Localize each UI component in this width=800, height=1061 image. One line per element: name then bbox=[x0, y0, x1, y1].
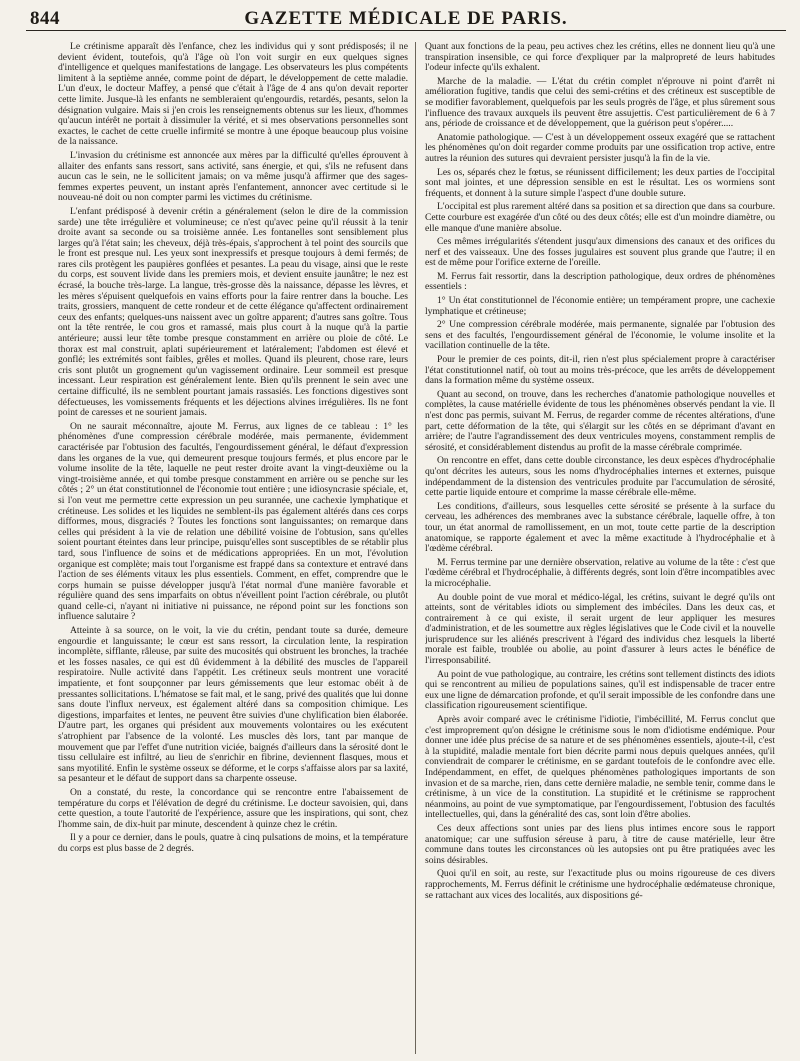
paragraph: Le crétinisme apparaît dès l'enfance, chez les individus qui y sont prédisposés; il ne devient évident, toutefois, qu'à l'âge où l'on voit surgir en eux quelques signes d'intelligence et quelques manifestations de langage. Les observateurs les plus compétents limitent à la septième année, comme point de départ, le développement de cette maladie. L'un d'eux, le docteur Maffey, a pensé que c'était à l'âge de 4 ans qu'on devait reporter cette limite. Jusque-là les enfants ne sembleraient qu'engourdis, retardés, pesants, selon la désignation vulgaire. Mais si j'en crois les renseignements obtenus sur les lieux, d'hommes qu'aucun intérêt ne portait à dissimuler la vérité, et si mes observations personnelles sont exactes, le cachet de cette cruelle infirmité se montre à une époque beaucoup plus voisine de la naissance. bbox=[58, 42, 408, 148]
paragraph: 1° Un état constitutionnel de l'économie entière; un tempérament propre, une cachexie lymphatique et crétineuse; bbox=[425, 295, 775, 317]
paragraph: L'invasion du crétinisme est annoncée aux mères par la difficulté qu'elles éprouvent à allaiter des enfants sans ressort, sans activité, sans énergie, et qui, s'ils ne refusent dans aucun cas le sein, ne le sollicitent jamais; on va même jusqu'à affirmer que des sages-femmes expertes peuvent, un instant après l'enfantement, annoncer avec certitude si le nouveau-né doit ou non compter parmi les victimes du crétinisme. bbox=[58, 149, 408, 204]
column-divider bbox=[415, 42, 416, 1054]
paragraph: On rencontre en effet, dans cette double circonstance, les deux espèces d'hydrocéphalie qu'ont décrites les auteurs, sous les noms d'hydrocéphalies internes et externes, puisque indépendamment de la distension des ventricules produite par l'accumulation de sérosité, cette partie liquide entoure et comprime la masse cérébrale elle-même. bbox=[425, 455, 775, 499]
paragraph: Pour le premier de ces points, dit-il, rien n'est plus spécialement propre à caractériser l'état constitutionnel natif, où tout au moins très-précoce, que les arrêts de développement dans la formation même du système osseux. bbox=[425, 354, 775, 387]
paragraph: Quant aux fonctions de la peau, peu actives chez les crétins, elles ne donnent lieu qu'à une transpiration insensible, ce qui force d'expliquer par la malpropreté de leurs habitudes l'odeur infecte qu'ils exhalent. bbox=[425, 42, 775, 74]
page-number: 844 bbox=[30, 8, 60, 29]
paragraph: L'enfant prédisposé à devenir crétin a généralement (selon le dire de la commission sarde) une tête irrégulière et volumineuse; ce n'est qu'avec peine qu'il réussit à la tenir droite avant sa seconde ou sa troisième année. Les fontanelles sont sensiblement plus larges qu'à l'état sain; les cheveux, déjà très-épais, s'approchent à tel point des sourcils que le front est presque nul. Les yeux sont inexpressifs et presque toujours à demi fermés; de rares cils protègent les paupières gonflées et pesantes. La peau du visage, ainsi que le reste du corps, est souvent livide dans les premiers mois, et devient ensuite jaunâtre; le nez est écrasé, la bouche très-large. La langue, très-grosse dès la naissance, dépasse les lèvres, et les mères s'épuisent quelquefois en vains efforts pour la faire rentrer dans la bouche. Les traits, grossiers, manquent de cette rondeur et de cette élégance qu'affectent ordinairement ceux des enfants; quelques-uns naissent avec un goître apparent; d'autres sans goître. Tous ont la tête rentrée, le cou gros et ramassé, mais plus court à la nuque qu'à la partie antérieure; aussi leur tête tombe presque constamment en arrière ou ploie de côté. Le thorax est mal construit, aplati supérieurement et latéralement; l'abdomen est élevé et gonflé; les extrémités sont faibles, grêles et molles. Quand ils pleurent, chose rare, leurs cris sont plutôt un grognement qu'un vagissement ordinaire. Leur sommeil est presque incessant. Leur respiration est généralement lente. Bien qu'ils prennent le sein avec une certaine difficulté, ils ne semblent pourtant jamais rassasiés. Les fonctions digestives sont défectueuses, les vomissements fréquents et les déjections alvines irrégulières. Ils ne font point de caresses et ne sourient jamais. bbox=[58, 205, 408, 419]
paragraph: 2° Une compression cérébrale modérée, mais permanente, signalée par l'obtusion des sens et des facultés, l'engourdissement général de l'économie, le volume insolite et la vacillation continuelle de la tête. bbox=[425, 319, 775, 352]
paragraph: M. Ferrus termine par une dernière observation, relative au volume de la tête : c'est que l'œdème cérébral et l'hydrocéphalie, à différents degrés, sont loin d'être incompatibles avec la microcéphalie. bbox=[425, 556, 775, 589]
paragraph: On a constaté, du reste, la concordance qui se rencontre entre l'abaissement de température du corps et l'élévation de degré du crétinisme. Le docteur savoisien, qui, dans cette question, a toute l'autorité de l'expérience, assure que les inspirations, qui sont, chez l'homme sain, de dix-huit par minute, descendent à quinze chez le crétin. bbox=[58, 786, 408, 830]
paragraph: Atteinte à sa source, on le voit, la vie du crétin, pendant toute sa durée, demeure engourdie et languissante; le cœur est sans ressort, la circulation lente, la respiration incomplète, sifflante, râleuse, par suite des mucosités qui obstruent les bronches, la trachée et les fosses nasales, ce qui est dû évidemment à la débilité des muscles de l'appareil respiratoire. Nulle activité dans l'appétit. Les crétineux seuls montrent une voracité impatiente, et font soupçonner par leurs gémissements que leur estomac obéit à de pressantes sollicitations. L'hématose se fait mal, et le sang, privé des qualités que lui donne sans doute l'influx nerveux, est également altéré dans sa composition chimique. Les digestions, imparfaites et lentes, ne peuvent être suivies d'une chylification bien élaborée. D'autre part, les organes qui président aux mouvements volontaires ou les exécutent s'atrophient par l'absence de la volonté. Les muscles dès lors, tant par manque de mouvement que par l'effet d'une nutrition viciée, baignés d'ailleurs dans la sérosité dont le tissu cellulaire est infiltré, au lieu de s'enrichir en fibrine, deviennent flasques, mous et sans myotilité. Enfin le système osseux se déforme, et le corps s'affaisse alors par sa laxité, sa pesanteur et le défaut de support dans sa charpente osseuse. bbox=[58, 625, 408, 785]
paragraph: Au double point de vue moral et médico-légal, les crétins, suivant le degré qu'ils ont atteints, sont de véritables idiots ou simplement des imbéciles. Dans les deux cas, et contrairement à ce qui existe, il serait urgent de leur appliquer les mesures d'administration, et de les soumettre aux règles législatives que le Code civil et la nouvelle jurisprudence sur les aliénés prescrivent à l'égard des individus chez lesquels la liberté morale est faible, troublée ou abolie, au point d'assurer à leurs actes le bénéfice de l'irresponsabilité. bbox=[425, 591, 775, 667]
paragraph: Quoi qu'il en soit, au reste, sur l'exactitude plus ou moins rigoureuse de ces divers rapprochements, M. Ferrus définit le crétinisme une hydrocéphalie œdémateuse chronique, se rattachant aux vices des localités, aux dispositions gé- bbox=[425, 868, 775, 901]
paragraph: Ces mêmes irrégularités s'étendent jusqu'aux dimensions des canaux et des orifices du nerf et des vaisseaux. Une des fosses jugulaires est souvent plus grande que l'autre; il en est de même pour l'orifice externe de l'oreille. bbox=[425, 236, 775, 269]
paragraph: Au point de vue pathologique, au contraire, les crétins sont tellement distincts des idiots qui se rencontrent au milieu de populations saines, qu'il est indispensable de tracer entre eux une ligne de démarcation profonde, et qu'il serait impossible de les confondre dans une classification rigoureusement scientifique. bbox=[425, 668, 775, 712]
journal-title: GAZETTE MÉDICALE DE PARIS. bbox=[244, 8, 568, 29]
paragraph: Après avoir comparé avec le crétinisme l'idiotie, l'imbécillité, M. Ferrus conclut que c'est improprement qu'on désigne le crétinisme sous le nom d'idiotisme endémique. Pour donner une idée plus précise de sa nature et de ses phénomènes essentiels, ajoute-t-il, c'est à la stupidité, maladie mentale fort bien décrite parmi nous depuis quelques années, qu'il conviendrait de comparer le crétinisme, en se gardant toutefois de le confondre avec elle. Indépendamment, en effet, de quelques phénomènes pathologiques importants de son invasion et de sa marche, rien, dans cette dernière maladie, ne semble tenir, comme dans le crétinisme, à un vice de la constitution. La stupidité et le crétinisme se rapprochent néanmoins, au point de vue symptomatique, par l'engourdissement, l'obtusion des facultés intellectuelles, qui, dans la généralité des cas, sont loin d'être abolies. bbox=[425, 714, 775, 821]
paragraph-anatomie-pathologique: Anatomie pathologique. — C'est à un développement osseux exagéré que se rattachent les phénomènes qu'on doit regarder comme produits par une ossification trop active, entre autres la réunion des sutures qui devraient persister jusqu'à la fin de la vie. bbox=[425, 131, 775, 164]
paragraph: Les conditions, d'ailleurs, sous lesquelles cette sérosité se présente à la surface du cerveau, les adhérences des membranes avec la substance cérébrale, laquelle offre, à ton tour, un état anormal de ramollissement, en un mot, toute cette partie de la description anatomique, se rapporte également et avec la même exactitude à l'hydrocéphalie et à l'œdème cérébral. bbox=[425, 500, 775, 555]
page-header bbox=[26, 8, 786, 31]
right-column bbox=[425, 42, 775, 1054]
paragraph: Ces deux affections sont unies par des liens plus intimes encore sous le rapport anatomique; car une suffusion séreuse à paru, à titre de cause matérielle, leur être commune dans toutes les circonstances où les autopsies ont pu être pratiquées avec les soins désirables. bbox=[425, 822, 775, 866]
paragraph: M. Ferrus fait ressortir, dans la description pathologique, deux ordres de phénomènes essentiels : bbox=[425, 270, 775, 293]
paragraph: Il y a pour ce dernier, dans le pouls, quatre à cinq pulsations de moins, et la température du corps est plus basse de 2 degrés. bbox=[58, 832, 408, 854]
paragraph: Quant au second, on trouve, dans les recherches d'anatomie pathologique nouvelles et complètes, la cause matérielle évidente de tous les phénomènes observés pendant la vie. Il n'est donc pas permis, suivant M. Ferrus, de regarder comme de récentes altérations, d'une part, cette déformation de la tête, qui s'élargit sur les côtés en se déprimant d'avant en arrière; de l'autre l'agrandissement des deux ventricules moyens, constamment remplis de sérosité, et considérablement distendus au profit de la masse cérébrale comprimée. bbox=[425, 388, 775, 453]
paragraph: Les os, séparés chez le fœtus, se réunissent difficilement; les deux parties de l'occipital sont mal jointes, et une dépression sensible en est le résultat. Les os wormiens sont fréquents, et donnent à la suture simple l'aspect d'une double suture. bbox=[425, 166, 775, 199]
paragraph: L'occipital est plus rarement altéré dans sa position et sa direction que dans sa courbure. Cette courbure est exagérée d'un côté ou des deux côtés; elle est d'un moindre diamètre, ou elle manque d'une manière absolue. bbox=[425, 201, 775, 234]
paragraph: On ne saurait méconnaître, ajoute M. Ferrus, aux lignes de ce tableau : 1° les phénomènes d'une compression cérébrale modérée, mais permanente, évidemment caractérisée par l'obtusion des facultés, l'engourdissement général, le défaut d'expression dans les organes de la vue, qui demeurent presque toujours fermés, et plus encore par le volume insolite de la tête, laquelle ne peut rester droite avant la vingt-deuxième ou la vingt-troisième année, et qui tombe presque constamment en arrière ou se penche sur les côtés ; 2° un état constitutionnel de l'économie tout entière ; une idiosyncrasie spéciale, et, si l'on veut me permettre cette expression un peu surannée, une cachexie lymphatique et crétineuse. Les solides et les liquides ne semblent-ils pas également altérés dans ces corps difformes, mous, disgraciés ? Toutes les fonctions sont languissantes; on remarque dans celles qui président à la vie de relation une débilité voisine de l'obtusion, sans qu'elles soient pourtant éteintes dans leur principe, puisqu'elles sont susceptibles de se rétablir plus tard, sous l'influence de soins et de médications appropriées. En un mot, l'évolution organique est complète; mais tout l'organisme est frappé dans sa contexture et entravé dans l'action de ses éléments vitaux les plus essentiels. Comment, en effet, comprendre que le corps humain se puisse développer jusqu'à l'état normal d'une manière favorable et régulière quand des sens imparfaits on obtus n'éveillent point l'action cérébrale, ou plutôt quand celle-ci, n'ayant ni initiative ni puissance, ne répond point sur les fonctions son influence salutaire ? bbox=[58, 420, 408, 623]
left-column bbox=[58, 42, 408, 1054]
paragraph-marche-de-la-maladie: Marche de la maladie. — L'état du crétin complet n'éprouve ni point d'arrêt ni amélioration fugitive, tandis que celui des semi-crétins et des crétineux est susceptible de se modifier favorablement, quelquefois par les seuls progrès de l'âge, et plus sûrement sous l'influence des travaux auxquels ils peuvent être assujettis. C'est particulièrement de 6 à 7 ans, période de croissance et de développement, que la guérison peut s'opérer..... bbox=[425, 75, 775, 130]
